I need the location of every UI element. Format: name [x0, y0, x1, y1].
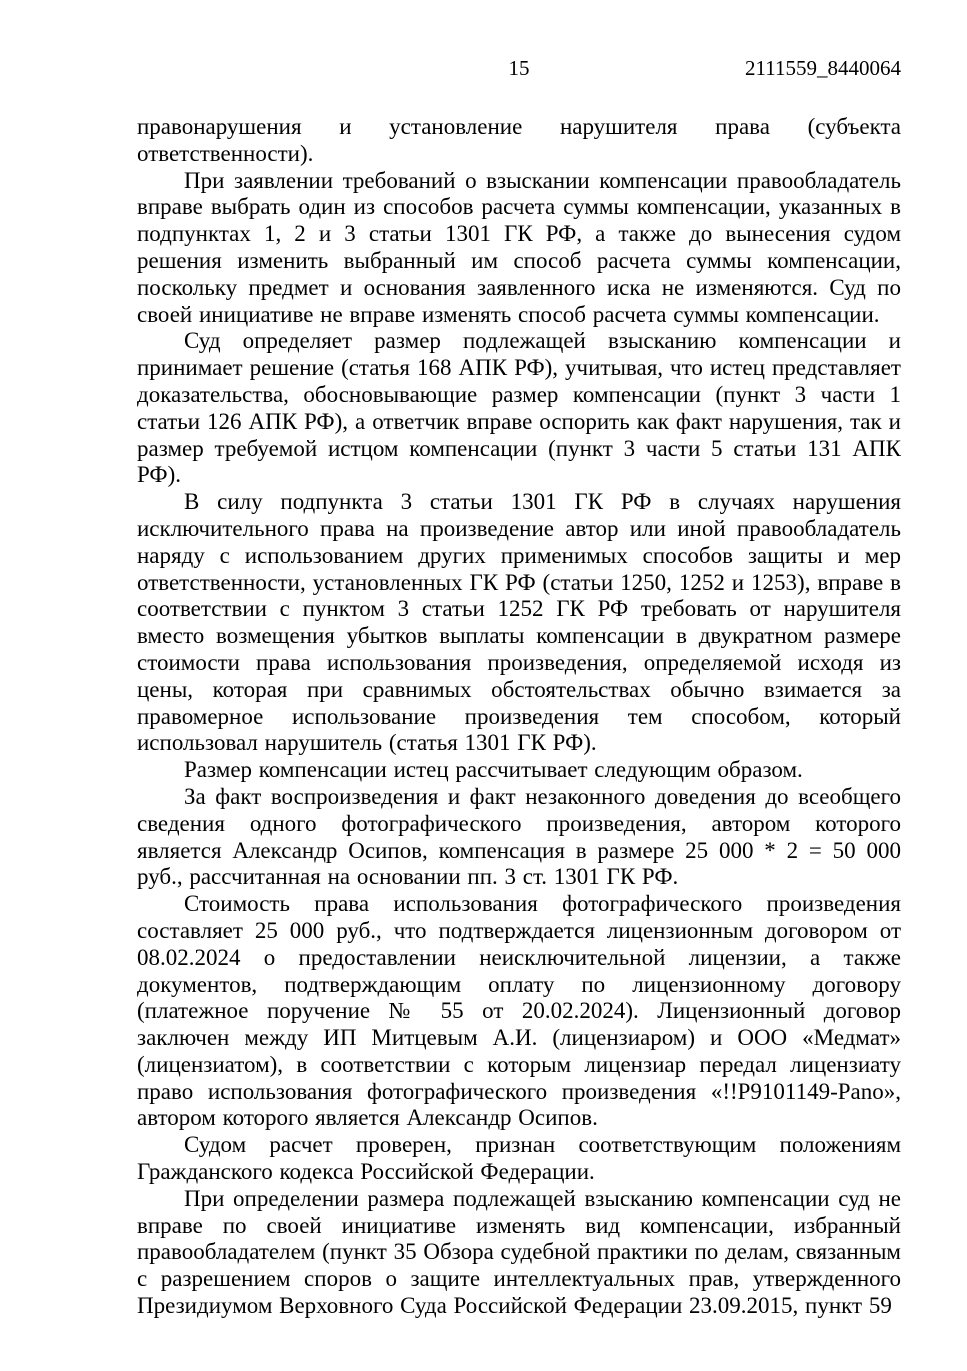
paragraph: Судом расчет проверен, признан соответствующим положениям Гражданского кодекса Российской Федерации.: [137, 1132, 901, 1185]
paragraph: Суд определяет размер подлежащей взысканию компенсации и принимает решение (статья 168 АПК РФ), учитывая, что истец представляет доказательства, обосновывающие размер компенсации (пункт 3 части 1 статьи 126 АПК РФ), а ответчик вправе оспорить как факт нарушения, так и размер требуемой истцом компенсации (пункт 3 части 5 статьи 131 АПК РФ).: [137, 328, 901, 488]
paragraph: правонарушения и установление нарушителя права (субъекта ответственности).: [137, 114, 901, 166]
paragraph: За факт воспроизведения и факт незаконного доведения до всеобщего сведения одного фотографического произведения, автором которого является Александр Осипов, компенсация в размере 25 000 * 2 = 50 000 руб., рассчитанная на основании пп. 3 ст. 1301 ГК РФ.: [137, 783, 901, 890]
page-header: [137, 56, 901, 86]
paragraph: При заявлении требований о взыскании компенсации правообладатель вправе выбрать один из способов расчета суммы компенсации, указанных в подпунктах 1, 2 и 3 статьи 1301 ГК РФ, а также до вынесения судом решения изменить выбранный им способ расчета суммы компенсации, поскольку предмет и основания заявленного иска не изменяются. Суд по своей инициативе не вправе изменять способ расчета суммы компенсации.: [137, 167, 901, 327]
paragraph: В силу подпункта 3 статьи 1301 ГК РФ в случаях нарушения исключительного права на произведение автор или иной правообладатель наряду с использованием других применимых способов защиты и мер ответственности, установленных ГК РФ (статьи 1250, 1252 и 1253), вправе в соответствии с пунктом 3 статьи 1252 ГК РФ требовать от нарушителя вместо возмещения убытков выплаты компенсации в двукратном размере стоимости права использования произведения, определяемой исходя из цены, которая при сравнимых обстоятельствах обычно взимается за правомерное использование произведения тем способом, который использовал нарушитель (статья 1301 ГК РФ).: [137, 489, 901, 756]
document-id: 2111559_8440064: [745, 56, 901, 80]
document-body: [137, 114, 901, 1320]
paragraph: Стоимость права использования фотографического произведения составляет 25 000 руб., что подтверждается лицензионным договором от 08.02.2024 о предоставлении неисключительной лицензии, а также документов, подтверждающим оплату по лицензионному договору (платежное поручение № 55 от 20.02.2024). Лицензионный договор заключен между ИП Митцевым А.И. (лицензиаром) и ООО «Медмат» (лицензиатом), в соответствии с которым лицензиар передал лицензиату право использования фотографического произведения «!!P9101149-Pano», автором которого является Александр Осипов.: [137, 891, 901, 1131]
paragraph: Размер компенсации истец рассчитывает следующим образом.: [184, 757, 803, 783]
paragraph: При определении размера подлежащей взысканию компенсации суд не вправе по своей инициативе изменять вид компенсации, избранный правообладателем (пункт 35 Обзора судебной практики по делам, связанным с разрешением споров о защите интеллектуальных прав, утвержденного Президиумом Верховного Суда Российской Федерации 23.09.2015, пункт 59: [137, 1185, 901, 1319]
page-number: 15: [508, 56, 530, 80]
